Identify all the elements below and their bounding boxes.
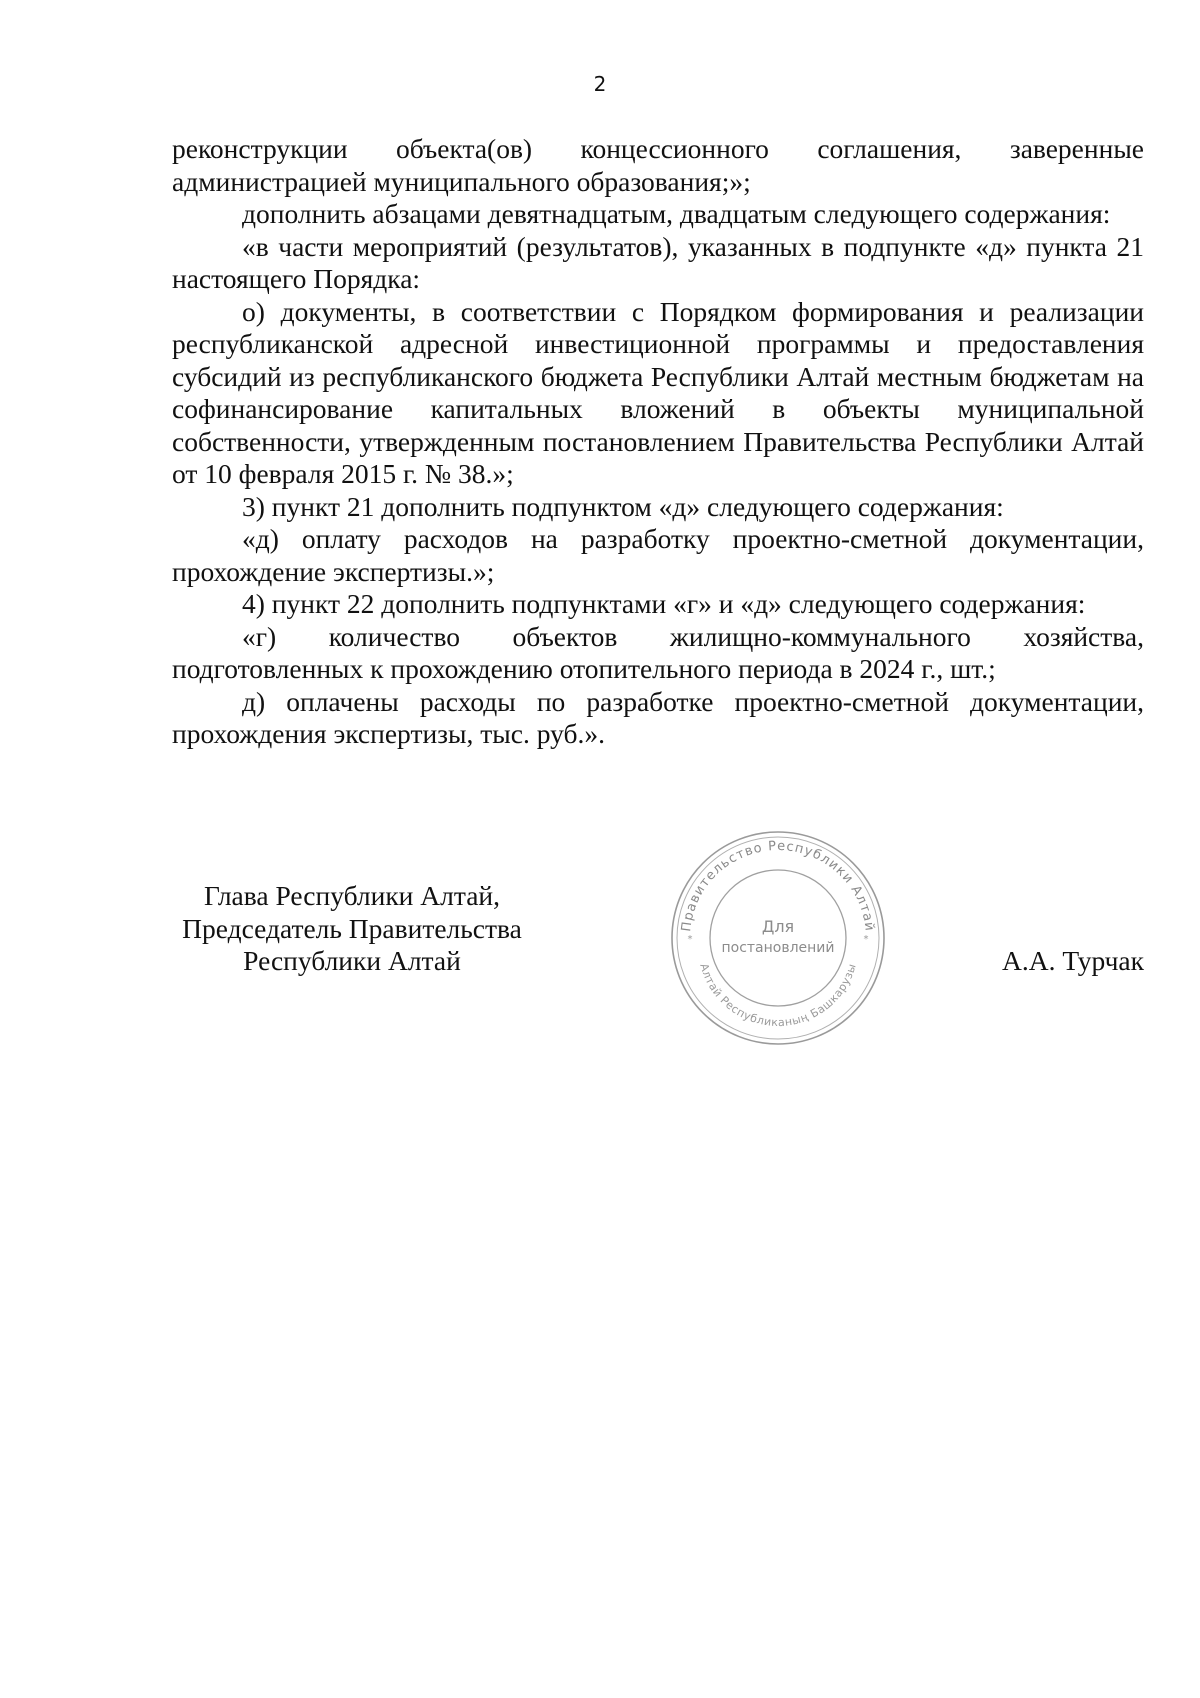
paragraph: д) оплачены расходы по разработке проектно-сметной документации, прохождения экспертизы, тыс. руб.».	[172, 685, 1144, 749]
seal-center-text-line1: Для	[761, 917, 795, 936]
svg-text:Алтай Республиканың Башкарузы	[697, 962, 859, 1029]
official-seal	[668, 828, 888, 1048]
signatory-title-line: Глава Республики Алтай,	[203, 880, 501, 911]
page-number: 2	[593, 72, 607, 96]
paragraph: о) документы, в соответствии с Порядком формирования и реализации республиканской адресной инвестиционной программы и предоставления субсидий из республиканского бюджета Республики Алтай местным бюджетам на софинансирование капитальных вложений в объекты муниципальной собственности, утвержденным постановлением Правительства Республики Алтай от 10 февраля 2015 г. № 38.»;	[172, 295, 1144, 489]
paragraph: «в части мероприятий (результатов), указанных в подпункте «д» пункта 21 настоящего Порядка:	[172, 230, 1144, 294]
signatory-title	[172, 880, 532, 978]
paragraph-continuation: реконструкции объекта(ов) концессионного соглашения, заверенные администрацией муниципального образования;»;	[172, 133, 1144, 197]
seal-bottom-text: Алтай Республиканың Башкарузы	[697, 961, 859, 1030]
paragraph: «г) количество объектов жилищно-коммунального хозяйства, подготовленных к прохождению отопительного периода в 2024 г., шт.;	[172, 620, 1144, 684]
paragraph: дополнить абзацами девятнадцатым, двадцатым следующего содержания:	[242, 198, 1111, 229]
seal-star-left: *	[687, 934, 693, 945]
document-body	[172, 133, 1144, 751]
signatory-name: А.А. Турчак	[1002, 945, 1144, 976]
paragraph: 4) пункт 22 дополнить подпунктами «г» и «д» следующего содержания:	[242, 588, 1086, 619]
paragraph: 3) пункт 21 дополнить подпунктом «д» следующего содержания:	[242, 490, 1004, 522]
signatory-title-line: Председатель Правительства	[182, 912, 522, 944]
seal-outer-text: Правительство Республики Алтай	[679, 838, 877, 933]
signatory-title-line: Республики Алтай	[243, 945, 461, 976]
seal-star-right: *	[863, 934, 869, 945]
paragraph: «д) оплату расходов на разработку проектно-сметной документации, прохождение экспертизы.»;	[172, 523, 1144, 587]
seal-center-text-line2: постановлений	[721, 940, 835, 956]
